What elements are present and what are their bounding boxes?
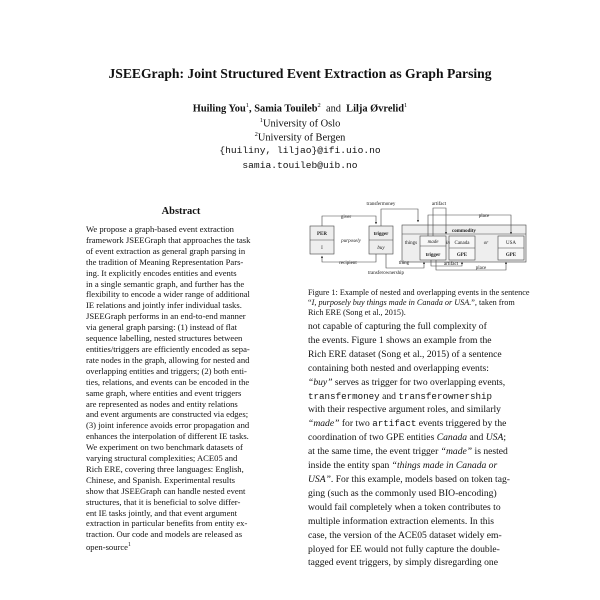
figure-label: giver xyxy=(340,215,352,220)
body-line: tagged event triggers, by simply disregarding one xyxy=(308,557,498,569)
body-line: ployed for EE would not fully capture the double- xyxy=(308,543,500,555)
caption-text: Example of nested and overlapping events in the sentence “ xyxy=(308,288,530,307)
abstract-line: ties, relations, and events can be encoded in the xyxy=(86,376,250,387)
abstract-line: (3) joint inference avoids error propagation and xyxy=(86,420,250,431)
figure-label: transferownership xyxy=(367,271,405,276)
abstract-line: enhances the interpolation of different IE tasks. xyxy=(86,431,249,442)
figure-label: GPE xyxy=(505,253,517,258)
author-conjunction: and xyxy=(325,103,341,115)
affiliation xyxy=(0,131,600,143)
abstract-line: ing. It explicitly encodes entities and events xyxy=(86,267,237,278)
figure-label: buy xyxy=(377,246,385,251)
abstract-line: ent IE tasks jointly, and that event argument xyxy=(86,507,238,518)
figure-label: trigger xyxy=(425,253,441,258)
footnote-mark[interactable]: 1 xyxy=(128,542,131,549)
abstract-line: traction. Our code and models are released as xyxy=(86,529,243,540)
body-line: Rich ERE dataset (Song et al., 2015) of a sentence xyxy=(308,348,502,360)
caption-tail: ”, taken from Rich ERE (Song et al., 2015). xyxy=(308,297,515,317)
abstract-line-text: open-source xyxy=(86,542,128,553)
body-italic: “things made in Canada or xyxy=(391,460,498,472)
figure-label: in xyxy=(446,241,450,246)
author-affiliation-mark: 1 xyxy=(404,102,408,109)
caption-label: Figure 1: xyxy=(308,288,338,297)
author-name: Samia Touileb xyxy=(254,103,318,115)
figure-caption xyxy=(308,288,530,317)
body-span: events triggered by the xyxy=(416,418,507,430)
abstract-line: entities/triggers are efficiently encoded as sepa- xyxy=(86,343,250,354)
body-span: inside the entity span xyxy=(308,460,392,472)
figure-label: thing xyxy=(398,261,410,266)
affiliation xyxy=(0,117,600,129)
abstract-line: We experiment on two benchmark datasets of xyxy=(86,442,243,453)
body-italic: “made” xyxy=(308,418,340,430)
body-line: with their respective argument roles, and similarly xyxy=(308,404,501,416)
abstract-line: flexibility to encode a wider range of additional xyxy=(86,289,250,300)
caption-example: I, purposely buy things made in Canada or USA. xyxy=(311,297,472,307)
body-span: is nested xyxy=(472,446,508,458)
abstract-heading: Abstract xyxy=(161,206,201,217)
body-span: and xyxy=(379,390,399,402)
abstract-line: JSEEGraph performs in an end-to-end manner xyxy=(86,311,246,322)
body-span: . For this example, models based on token tag- xyxy=(330,473,510,485)
body-span: ; xyxy=(503,432,507,444)
figure-label: things xyxy=(404,241,418,246)
figure-label: made xyxy=(427,240,439,245)
abstract-text xyxy=(86,224,278,553)
event-type-code: transfermoney xyxy=(308,390,380,402)
figure-label: commodity xyxy=(452,229,476,234)
figure-1-graph xyxy=(306,196,532,276)
body-line: not capable of capturing the full complexity of xyxy=(308,321,487,332)
event-type-code: transferownership xyxy=(398,390,493,402)
abstract-line: show that JSEEGraph can handle nested event xyxy=(86,485,246,496)
body-italic: Canada xyxy=(436,432,468,444)
figure-label: purposely xyxy=(341,239,361,244)
abstract-line: and event arguments are constructed via edges; xyxy=(86,409,249,420)
paper-title: JSEEGraph: Joint Structured Event Extraction as Graph Parsing xyxy=(108,66,492,81)
body-line: would fail completely when a token contributes to xyxy=(308,501,501,513)
abstract-line: framework JSEEGraph that approaches the task xyxy=(86,234,251,245)
author-name: Lilja Øvrelid xyxy=(346,103,404,115)
email[interactable]: {huiliny, liljao}@ifi.uio.no xyxy=(219,145,381,156)
figure-label: recipient xyxy=(339,261,357,266)
body-italic: “made” xyxy=(440,446,473,458)
abstract-line: rate nodes in the graph, allowing for nested and xyxy=(86,354,250,365)
affiliation-mark: 1 xyxy=(259,117,263,124)
body-span: for two xyxy=(339,418,373,430)
body-span: coordination of two GPE entities xyxy=(308,432,437,444)
abstract-line: Chinese, and Spanish. Experimental results xyxy=(86,474,235,485)
event-type-code: artifact xyxy=(372,418,417,430)
body-line: ging (such as the commonly used BIO-encoding) xyxy=(308,487,497,499)
body-span: serves as trigger for two overlapping events, xyxy=(332,376,506,388)
affiliation-mark: 2 xyxy=(254,131,258,138)
body-italic: “buy” xyxy=(308,376,333,388)
figure-label: trigger xyxy=(373,232,389,237)
figure-label: artifact xyxy=(431,202,447,207)
affiliation-name: University of Bergen xyxy=(257,132,346,144)
abstract-line: structures, that it is beneficial to solve differ- xyxy=(86,496,241,507)
abstract-line: extraction in particular benefits from entity ex- xyxy=(86,518,248,529)
figure-label: or xyxy=(483,241,489,246)
body-italic: USA xyxy=(485,432,504,444)
body-span: and xyxy=(467,432,486,444)
body-line: case, the version of the ACE05 dataset widely em- xyxy=(308,529,502,541)
abstract-line xyxy=(86,540,278,553)
abstract-line: Rich ERE, covering three languages: English, xyxy=(86,463,244,474)
abstract-line: We propose a graph-based event extraction xyxy=(86,224,234,234)
author-affiliation-mark: 1 xyxy=(245,102,250,109)
abstract-line: are represented as nodes and entity relations xyxy=(86,398,238,409)
body-line: containing both nested and overlapping events: xyxy=(308,362,489,374)
abstract-line: in a single semantic graph, and further has the xyxy=(86,278,245,289)
abstract-line: overlapping entities and triggers; (2) both enti- xyxy=(86,365,247,376)
abstract-line: of event extraction as general graph parsing in xyxy=(86,245,246,256)
figure-label: artifact xyxy=(443,262,459,267)
abstract-line: via general graph parsing: (1) instead of flat xyxy=(86,322,238,333)
figure-label: place xyxy=(475,266,487,271)
figure-label: PER xyxy=(317,232,327,237)
figure-label: USA xyxy=(505,241,517,246)
abstract-line: the tradition of Meaning Representation Pars- xyxy=(86,256,244,267)
body-text xyxy=(308,320,532,570)
body-line: the events. Figure 1 shows an example from the xyxy=(308,334,492,346)
abstract-line: IE relations and jointly infer individual tasks. xyxy=(86,300,242,311)
body-span: at the same time, the event trigger xyxy=(308,446,441,458)
figure-label: place xyxy=(478,214,490,219)
abstract-line: sequence labelling, nested structures between xyxy=(86,333,243,344)
figure-label: GPE xyxy=(456,253,468,258)
abstract-line: varying structural complexities; ACE05 and xyxy=(86,453,238,464)
email[interactable]: samia.touileb@uib.no xyxy=(242,160,358,171)
body-italic: USA” xyxy=(308,473,331,485)
abstract-line: same graph, where entities and event triggers xyxy=(86,387,242,398)
figure-label: I xyxy=(321,246,323,251)
author-list: Huiling You$^1$, Samia Touileb$^2$ and Lilja Øvrelid$^1$ xyxy=(192,102,408,115)
author-affiliation-mark: 2 xyxy=(317,102,321,109)
body-line: multiple information extraction elements. In this xyxy=(308,515,494,527)
figure-label: transfermoney xyxy=(366,202,396,207)
affiliation-name: University of Oslo xyxy=(262,118,341,130)
figure-label: Canada xyxy=(454,241,470,246)
author-name: Huiling You xyxy=(192,103,246,115)
